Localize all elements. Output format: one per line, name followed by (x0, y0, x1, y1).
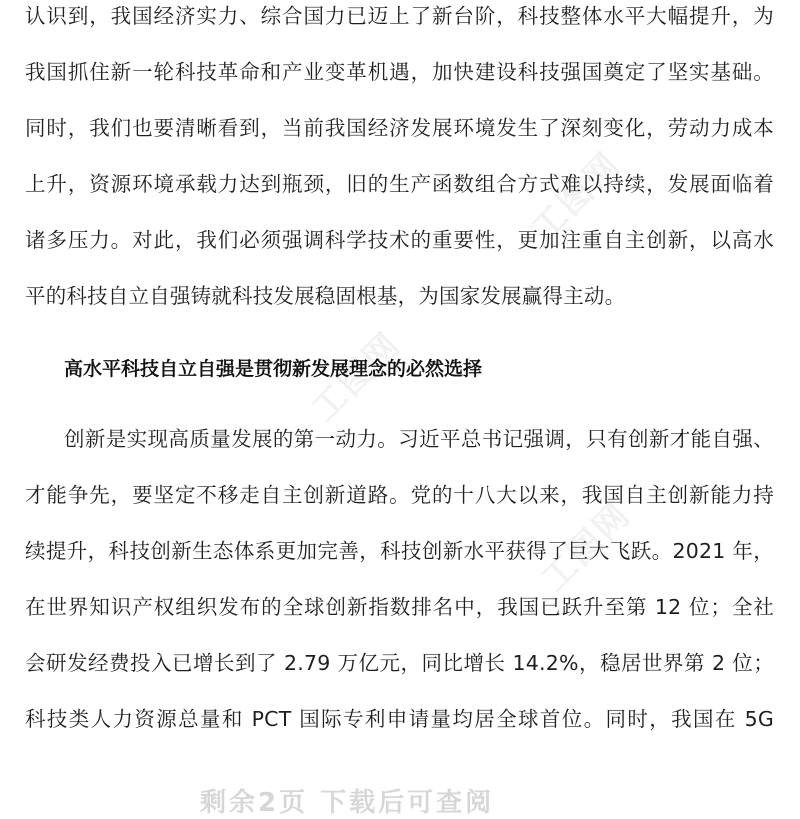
paragraph-2-line: 在世界知识产权组织发布的全球创新指数排名中，我国已跃升至第 12 位；全社 (25, 595, 774, 619)
read-more-text[interactable]: 剩余2页 下载后可查阅 (200, 788, 495, 818)
watermark: 工图网 (534, 494, 639, 600)
watermark: 工图网 (524, 144, 629, 250)
paragraph-1-line: 诸多压力。对此，我们必须强调科学技术的重要性，更加注重自主创新，以高水 (25, 228, 774, 252)
paragraph-1-line: 我国抓住新一轮科技革命和产业变革机遇，加快建设科技强国奠定了坚实基础。 (25, 60, 774, 84)
watermark: 工图网 (304, 324, 409, 430)
paragraph-2-line: 科技类人力资源总量和 PCT 国际专利申请量均居全球首位。同时，我国在 5G (25, 707, 774, 731)
paragraph-1-line: 平的科技自立自强铸就科技发展稳固根基，为国家发展赢得主动。 (25, 284, 626, 308)
paragraph-2-line: 才能争先，要坚定不移走自主创新道路。党的十八大以来，我国自主创新能力持 (25, 483, 774, 507)
read-more-banner[interactable] (0, 764, 800, 818)
paragraph-2-line: 会研发经费投入已增长到了 2.79 万亿元，同比增长 14.2%，稳居世界第 2 位； (25, 651, 774, 675)
paragraph-1-line: 同时，我们也要清晰看到，当前我国经济发展环境发生了深刻变化，劳动力成本 (25, 116, 774, 140)
section-heading: 高水平科技自立自强是贯彻新发展理念的必然选择 (64, 358, 483, 380)
paragraph-2-line: 创新是实现高质量发展的第一动力。习近平总书记强调，只有创新才能自强、 (64, 427, 774, 451)
paragraph-1-line: 认识到，我国经济实力、综合国力已迈上了新台阶，科技整体水平大幅提升，为 (25, 4, 774, 28)
paragraph-1-line: 上升，资源环境承载力达到瓶颈，旧的生产函数组合方式难以持续，发展面临着 (25, 172, 774, 196)
paragraph-2-line: 续提升，科技创新生态体系更加完善，科技创新水平获得了巨大飞跃。2021 年， (25, 539, 774, 563)
